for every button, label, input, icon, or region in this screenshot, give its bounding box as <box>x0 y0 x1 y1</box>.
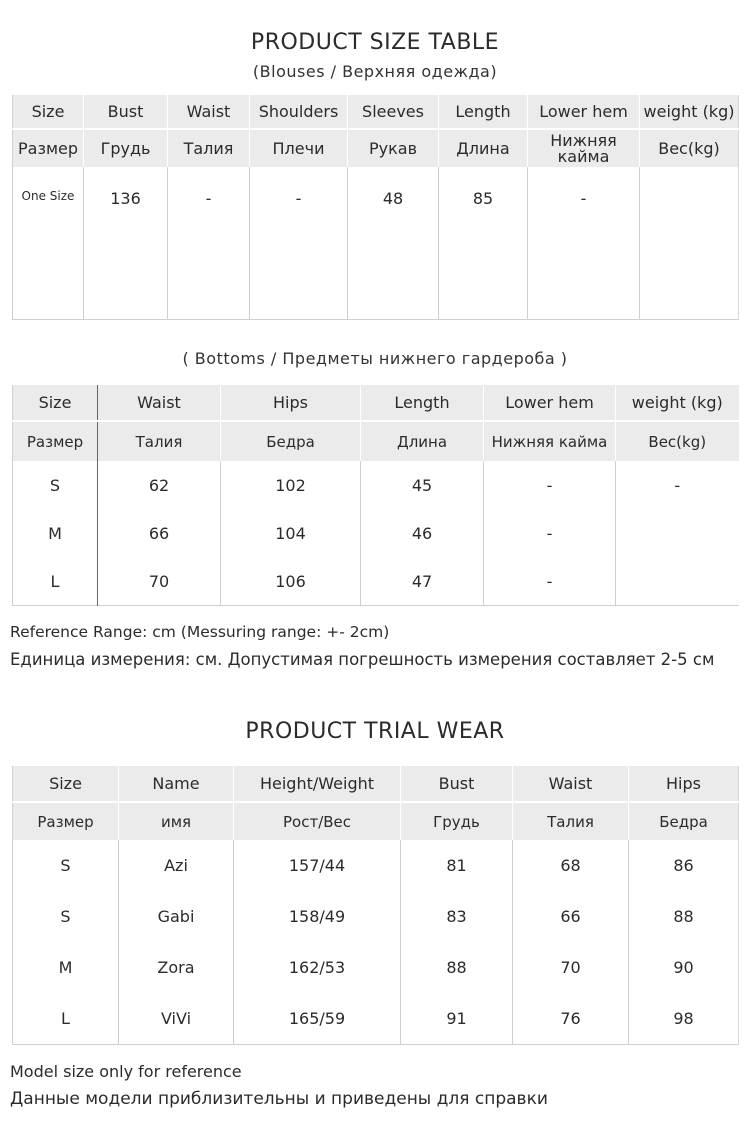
table-cell: L <box>13 993 119 1045</box>
header-cell: Waist <box>168 95 250 129</box>
table-cell: 90 <box>629 942 739 993</box>
table-cell: 66 <box>513 891 629 942</box>
table-cell <box>616 509 739 557</box>
reference-note-en: Reference Range: cm (Messuring range: +- 2cm) <box>10 623 390 641</box>
table-cell: 62 <box>98 461 221 509</box>
header-cell-ru: Грудь <box>401 802 513 840</box>
table-cell: 45 <box>361 461 484 509</box>
trial-wear-table <box>12 766 739 1045</box>
bottoms-subtitle: ( Bottoms / Предметы нижнего гардероба ) <box>182 349 568 368</box>
table-row <box>13 509 739 557</box>
table-cell: 88 <box>629 891 739 942</box>
header-cell: weight (kg) <box>616 385 739 421</box>
header-cell: Size <box>13 766 119 802</box>
table-cell: Zora <box>119 942 234 993</box>
table-cell: - <box>484 557 616 606</box>
table-cell: 165/59 <box>234 993 401 1045</box>
table-cell <box>616 557 739 606</box>
header-cell: Lower hem <box>528 95 640 129</box>
header-cell: Waist <box>98 385 221 421</box>
table-cell: L <box>13 557 98 606</box>
table-row <box>13 942 739 993</box>
header-cell-ru: Рукав <box>348 129 439 167</box>
table-cell: 70 <box>513 942 629 993</box>
header-cell: Lower hem <box>484 385 616 421</box>
table-cell: 104 <box>221 509 361 557</box>
table-cell: 76 <box>513 993 629 1045</box>
header-cell: Bust <box>84 95 168 129</box>
table-row <box>13 993 739 1045</box>
table-cell: ViVi <box>119 993 234 1045</box>
header-cell: Sleeves <box>348 95 439 129</box>
table-cell: 85 <box>439 167 528 320</box>
table-cell: 68 <box>513 840 629 891</box>
header-cell: Bust <box>401 766 513 802</box>
table-cell: 88 <box>401 942 513 993</box>
table-cell: 98 <box>629 993 739 1045</box>
table-cell <box>640 167 739 320</box>
table-cell: 70 <box>98 557 221 606</box>
header-cell: Length <box>439 95 528 129</box>
bottoms-size-table <box>12 385 739 606</box>
table-cell: Gabi <box>119 891 234 942</box>
table-cell: S <box>13 840 119 891</box>
table-cell: - <box>250 167 348 320</box>
table-cell: 162/53 <box>234 942 401 993</box>
table-cell: M <box>13 509 98 557</box>
header-cell: Height/Weight <box>234 766 401 802</box>
table-cell: Azi <box>119 840 234 891</box>
table-cell: - <box>528 167 640 320</box>
header-cell-ru: Размер <box>13 421 98 461</box>
header-cell-ru: Бедра <box>221 421 361 461</box>
table-cell: S <box>13 461 98 509</box>
table-row <box>13 461 739 509</box>
table-cell: 86 <box>629 840 739 891</box>
header-cell: Size <box>13 385 98 421</box>
header-cell-ru: Вес(kg) <box>640 129 739 167</box>
trial-wear-title: PRODUCT TRIAL WEAR <box>245 719 505 744</box>
header-cell: Length <box>361 385 484 421</box>
reference-note-ru: Единица измерения: см. Допустимая погрешность измерения составляет 2-5 см <box>10 650 715 669</box>
table-cell: One Size <box>13 167 84 320</box>
table-row <box>13 840 739 891</box>
header-cell-ru: Талия <box>513 802 629 840</box>
table-cell: 47 <box>361 557 484 606</box>
header-cell: Name <box>119 766 234 802</box>
header-cell-ru: Рост/Вес <box>234 802 401 840</box>
table-cell: M <box>13 942 119 993</box>
table-cell: 66 <box>98 509 221 557</box>
model-note-ru: Данные модели приблизительны и приведены для справки <box>10 1089 548 1109</box>
table-cell: - <box>168 167 250 320</box>
header-cell-ru: Вес(kg) <box>616 421 739 461</box>
header-cell-ru: имя <box>119 802 234 840</box>
table-cell: 158/49 <box>234 891 401 942</box>
header-cell: Hips <box>629 766 739 802</box>
header-cell-ru: Бедра <box>629 802 739 840</box>
table-cell: S <box>13 891 119 942</box>
header-cell-ru: Талия <box>98 421 221 461</box>
table-cell: 106 <box>221 557 361 606</box>
blouses-subtitle: (Blouses / Верхняя одежда) <box>252 62 498 81</box>
table-cell: 102 <box>221 461 361 509</box>
table-row <box>13 167 739 320</box>
header-cell: Shoulders <box>250 95 348 129</box>
header-cell: Waist <box>513 766 629 802</box>
header-cell-ru: Нижняя кайма <box>484 421 616 461</box>
header-cell-ru: Размер <box>13 802 119 840</box>
table-cell: 48 <box>348 167 439 320</box>
header-cell-ru: Плечи <box>250 129 348 167</box>
table-cell: - <box>484 509 616 557</box>
table-row <box>13 891 739 942</box>
table-cell: - <box>484 461 616 509</box>
table-cell: 81 <box>401 840 513 891</box>
model-note-en: Model size only for reference <box>10 1062 242 1081</box>
table-cell: 83 <box>401 891 513 942</box>
size-table-title: PRODUCT SIZE TABLE <box>250 30 500 55</box>
header-cell-ru: Талия <box>168 129 250 167</box>
table-cell: 46 <box>361 509 484 557</box>
table-row <box>13 557 739 606</box>
table-cell: - <box>616 461 739 509</box>
blouses-size-table <box>12 95 739 320</box>
header-cell-ru: Размер <box>13 129 84 167</box>
header-cell: Hips <box>221 385 361 421</box>
table-cell: 91 <box>401 993 513 1045</box>
header-cell-ru: Длина <box>439 129 528 167</box>
header-cell-ru: Длина <box>361 421 484 461</box>
table-cell: 136 <box>84 167 168 320</box>
header-cell-ru: Нижняя кайма <box>528 129 640 167</box>
header-cell-ru: Грудь <box>84 129 168 167</box>
table-cell: 157/44 <box>234 840 401 891</box>
header-cell: weight (kg) <box>640 95 739 129</box>
header-cell: Size <box>13 95 84 129</box>
